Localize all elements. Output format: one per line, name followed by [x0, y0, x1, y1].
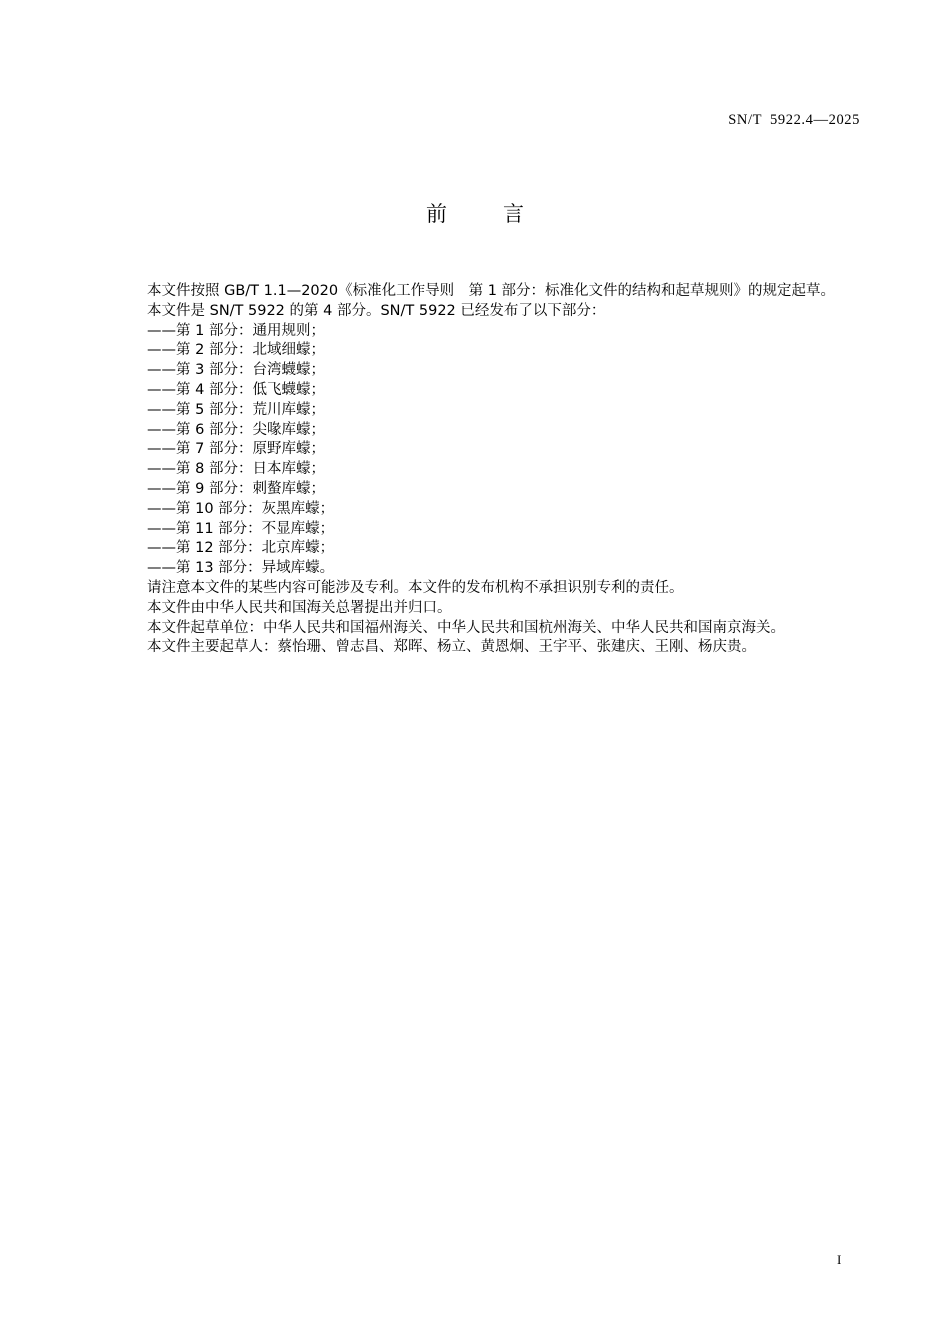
list-item: ——第 4 部分：低飞蠛蠓； — [147, 381, 325, 398]
list-item: ——第 8 部分：日本库蠓； — [147, 461, 325, 478]
list-item: ——第 9 部分：刺螯库蠓； — [147, 480, 325, 497]
list-item: ——第 11 部分：不显库蠓； — [147, 520, 335, 537]
list-item: ——第 6 部分：尖喙库蠓； — [147, 421, 325, 438]
page-title: 前言 — [426, 202, 580, 226]
drafters: 本文件主要起草人：蔡怡珊、曾志昌、郑晖、杨立、黄恩炯、王宇平、张建庆、王刚、杨庆贵。 — [147, 639, 756, 656]
list-item: ——第 12 部分：北京库蠓； — [147, 540, 335, 557]
foreword-body — [114, 282, 860, 658]
list-item: ——第 7 部分：原野库蠓； — [147, 441, 325, 458]
parts-list — [114, 322, 860, 579]
drafting-units: 本文件起草单位：中华人民共和国福州海关、中华人民共和国杭州海关、中华人民共和国南京海关。 — [147, 619, 785, 636]
list-item: ——第 2 部分：北域细蠓； — [147, 342, 325, 359]
document-code: SN/T 5922.4—2025 — [728, 112, 860, 128]
list-item: ——第 5 部分：荒川库蠓； — [147, 401, 325, 418]
list-item: ——第 3 部分：台湾蠛蠓； — [147, 362, 325, 379]
list-item: ——第 13 部分：异域库蠓。 — [147, 560, 335, 577]
proposer-statement: 本文件由中华人民共和国海关总署提出并归口。 — [147, 599, 452, 616]
part-of-paragraph: 本文件是 SN/T 5922 的第 4 部分。SN/T 5922 已经发布了以下部分： — [147, 302, 606, 319]
list-item: ——第 1 部分：通用规则； — [147, 322, 325, 339]
page-number: I — [837, 1252, 842, 1267]
basis-paragraph: 本文件按照 GB/T 1.1—2020《标准化工作导则 第 1 部分：标准化文件的结构和起草规则》的规定起草。 — [147, 283, 836, 299]
patent-notice: 请注意本文件的某些内容可能涉及专利。本文件的发布机构不承担识别专利的责任。 — [147, 579, 684, 596]
list-item: ——第 10 部分：灰黑库蠓； — [147, 500, 335, 517]
